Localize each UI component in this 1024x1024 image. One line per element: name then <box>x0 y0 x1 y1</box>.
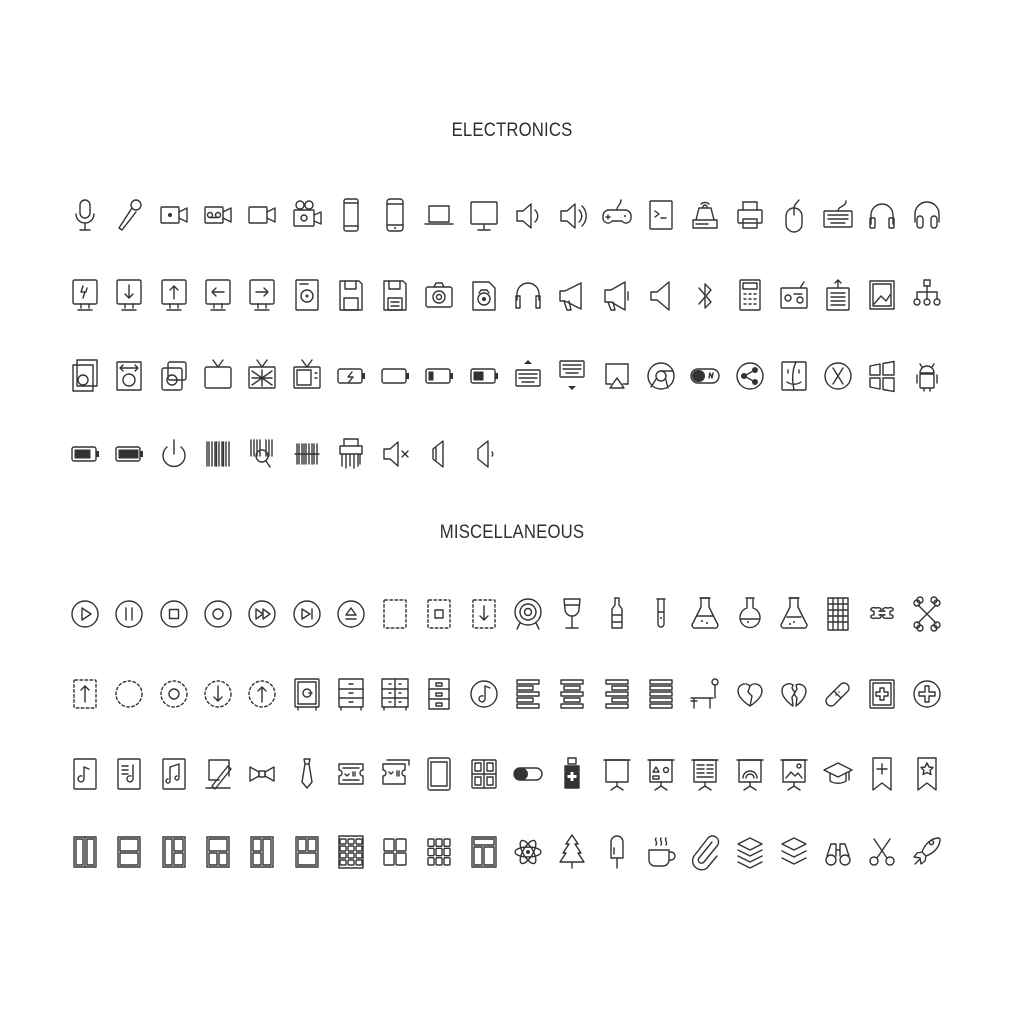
smartphone-icon <box>328 190 374 242</box>
bottle-icon <box>594 588 640 640</box>
align-right-icon <box>594 668 640 720</box>
paper-shredder-icon <box>328 428 374 480</box>
round-flask-icon <box>727 588 773 640</box>
fast-forward-circle-icon <box>239 588 285 640</box>
floppy-disk-icon <box>328 270 374 322</box>
battery-full-icon <box>106 428 152 480</box>
music-note-circle-icon <box>461 668 507 720</box>
camera-burst-icon <box>151 350 197 402</box>
layout-two-rows-icon <box>106 826 152 878</box>
old-tv-icon <box>284 350 330 402</box>
stop-circle-icon <box>151 588 197 640</box>
presentation-board-icon <box>594 748 640 800</box>
monitor-arrow-left-icon <box>195 270 241 322</box>
bookmark-add-icon <box>859 748 905 800</box>
electronics-icon-row <box>62 190 962 242</box>
speaker-high-volume-icon <box>549 190 595 242</box>
music-playlist-file-icon <box>106 748 152 800</box>
radio-icon <box>771 270 817 322</box>
first-aid-box-icon <box>859 668 905 720</box>
windows-icon <box>859 350 905 402</box>
speaker-low-volume-icon <box>505 190 551 242</box>
align-left-icon <box>505 668 551 720</box>
camera-stack-icon <box>62 350 108 402</box>
presentation-text-icon <box>682 748 728 800</box>
earphones-icon <box>904 190 950 242</box>
printer-icon <box>727 190 773 242</box>
keyboard-up-icon <box>505 350 551 402</box>
medicine-bottle-icon <box>549 748 595 800</box>
tickets-icon <box>372 748 418 800</box>
grid-twelve-icon <box>328 826 374 878</box>
edit-document-icon <box>195 748 241 800</box>
miscellaneous-icon-row <box>62 668 962 720</box>
film-camera-icon <box>284 190 330 242</box>
electronics-section-title: ELECTRONICS <box>451 120 573 141</box>
monitor-arrow-right-icon <box>239 270 285 322</box>
layers-icon <box>727 826 773 878</box>
dashed-square-download-icon <box>461 588 507 640</box>
presentation-image-icon <box>771 748 817 800</box>
laptop-icon <box>416 190 462 242</box>
wide-cabinet-icon <box>372 668 418 720</box>
layout-top-split-icon <box>195 826 241 878</box>
battery-empty-icon <box>372 350 418 402</box>
record-circle-icon <box>195 588 241 640</box>
broken-heart-filled-icon <box>771 668 817 720</box>
dashed-upload-icon <box>62 668 108 720</box>
megaphone-icon <box>549 270 595 322</box>
retro-tv-icon <box>239 350 285 402</box>
calculator-icon <box>727 270 773 322</box>
rocket-icon <box>904 826 950 878</box>
hot-coffee-icon <box>638 826 684 878</box>
barcode-icon <box>195 428 241 480</box>
camera-expand-icon <box>106 350 152 402</box>
router-icon <box>682 190 728 242</box>
electronics-icon-row <box>62 350 962 402</box>
x-circle-icon <box>815 350 861 402</box>
wifi-toggle-icon <box>682 350 728 402</box>
layout-two-columns-icon <box>62 826 108 878</box>
necktie-icon <box>284 748 330 800</box>
target-icon <box>505 588 551 640</box>
photo-camera-icon <box>416 270 462 322</box>
eject-circle-icon <box>328 588 374 640</box>
presentation-shapes-icon <box>638 748 684 800</box>
pause-circle-icon <box>106 588 152 640</box>
electronics-icon-row <box>62 270 962 322</box>
battery-low-icon <box>416 350 462 402</box>
layout-left-split-icon <box>151 826 197 878</box>
microphone-icon <box>62 190 108 242</box>
toggle-switch-icon <box>505 748 551 800</box>
power-icon <box>151 428 197 480</box>
scissors-icon <box>859 826 905 878</box>
monitor-download-icon <box>106 270 152 322</box>
desktop-monitor-icon <box>461 190 507 242</box>
terminal-icon <box>638 190 684 242</box>
video-camera-outline-icon <box>239 190 285 242</box>
keyboard-down-icon <box>549 350 595 402</box>
airplay-icon <box>594 350 640 402</box>
android-icon <box>904 350 950 402</box>
speaker-off-icon <box>416 428 462 480</box>
layout-right-split-icon <box>239 826 285 878</box>
miscellaneous-icon-row <box>62 748 962 800</box>
align-center-icon <box>549 668 595 720</box>
battery-half-icon <box>461 350 507 402</box>
voicemail-video-camera-icon <box>195 190 241 242</box>
test-tube-icon <box>638 588 684 640</box>
presentation-rainbow-icon <box>727 748 773 800</box>
desk-lamp-icon <box>682 668 728 720</box>
monitor-sync-icon <box>62 270 108 322</box>
dashed-circle-icon <box>106 668 152 720</box>
hard-drive-icon <box>284 270 330 322</box>
image-frame-icon <box>859 270 905 322</box>
speaker-mute-icon <box>372 428 418 480</box>
layers-stack-icon <box>771 826 817 878</box>
monitor-upload-icon <box>151 270 197 322</box>
music-notes-file-icon <box>151 748 197 800</box>
finder-icon <box>771 350 817 402</box>
chrome-icon <box>638 350 684 402</box>
television-icon <box>195 350 241 402</box>
dashed-square-icon <box>372 588 418 640</box>
popsicle-icon <box>594 826 640 878</box>
floppy-disk-label-icon <box>372 270 418 322</box>
portable-radio-icon <box>815 270 861 322</box>
layout-header-sidebar-icon <box>461 826 507 878</box>
skip-forward-circle-icon <box>284 588 330 640</box>
graduation-cap-icon <box>815 748 861 800</box>
gamepad-icon <box>594 190 640 242</box>
bookmark-star-icon <box>904 748 950 800</box>
play-circle-icon <box>62 588 108 640</box>
broken-heart-icon <box>727 668 773 720</box>
binoculars-icon <box>815 826 861 878</box>
network-hierarchy-icon <box>904 270 950 322</box>
speaker-min-icon <box>461 428 507 480</box>
wine-glass-icon <box>549 588 595 640</box>
mouse-icon <box>771 190 817 242</box>
handheld-microphone-icon <box>106 190 152 242</box>
dashed-circle-upload-icon <box>239 668 285 720</box>
music-file-icon <box>62 748 108 800</box>
justify-icon <box>638 668 684 720</box>
ticket-icon <box>328 748 374 800</box>
grid-four-icon <box>372 826 418 878</box>
cabinet-icon <box>328 668 374 720</box>
window-grid-icon <box>461 748 507 800</box>
crossbones-icon <box>904 588 950 640</box>
paper-clip-icon <box>682 826 728 878</box>
battery-three-quarter-icon <box>62 428 108 480</box>
filing-cabinet-icon <box>416 668 462 720</box>
pine-tree-icon <box>549 826 595 878</box>
dashed-square-stop-icon <box>416 588 462 640</box>
battery-charging-icon <box>328 350 374 402</box>
miscellaneous-icon-row <box>62 826 962 878</box>
first-aid-circle-icon <box>904 668 950 720</box>
headset-icon <box>505 270 551 322</box>
megaphone-loud-icon <box>594 270 640 322</box>
atom-icon <box>505 826 551 878</box>
share-circle-icon <box>727 350 773 402</box>
bandage-icon <box>815 668 861 720</box>
electronics-icon-row <box>62 428 962 480</box>
safe-icon <box>284 668 330 720</box>
video-camera-icon <box>151 190 197 242</box>
bow-tie-icon <box>239 748 285 800</box>
keyboard-icon <box>815 190 861 242</box>
miscellaneous-section-title: MISCELLANEOUS <box>439 522 585 543</box>
layout-mixed-icon <box>284 826 330 878</box>
smartphone-home-button-icon <box>372 190 418 242</box>
bookshelf-icon <box>815 588 861 640</box>
erlenmeyer-flask-icon <box>771 588 817 640</box>
photo-camera-frame-icon <box>461 270 507 322</box>
grid-nine-icon <box>416 826 462 878</box>
barcode-small-icon <box>284 428 330 480</box>
tablet-icon <box>416 748 462 800</box>
bone-icon <box>859 588 905 640</box>
dashed-circle-record-icon <box>151 668 197 720</box>
dashed-circle-download-icon <box>195 668 241 720</box>
barcode-scan-icon <box>239 428 285 480</box>
miscellaneous-icon-row <box>62 588 962 640</box>
bluetooth-icon <box>682 270 728 322</box>
flask-icon <box>682 588 728 640</box>
headphones-icon <box>859 190 905 242</box>
speaker-cone-icon <box>638 270 684 322</box>
